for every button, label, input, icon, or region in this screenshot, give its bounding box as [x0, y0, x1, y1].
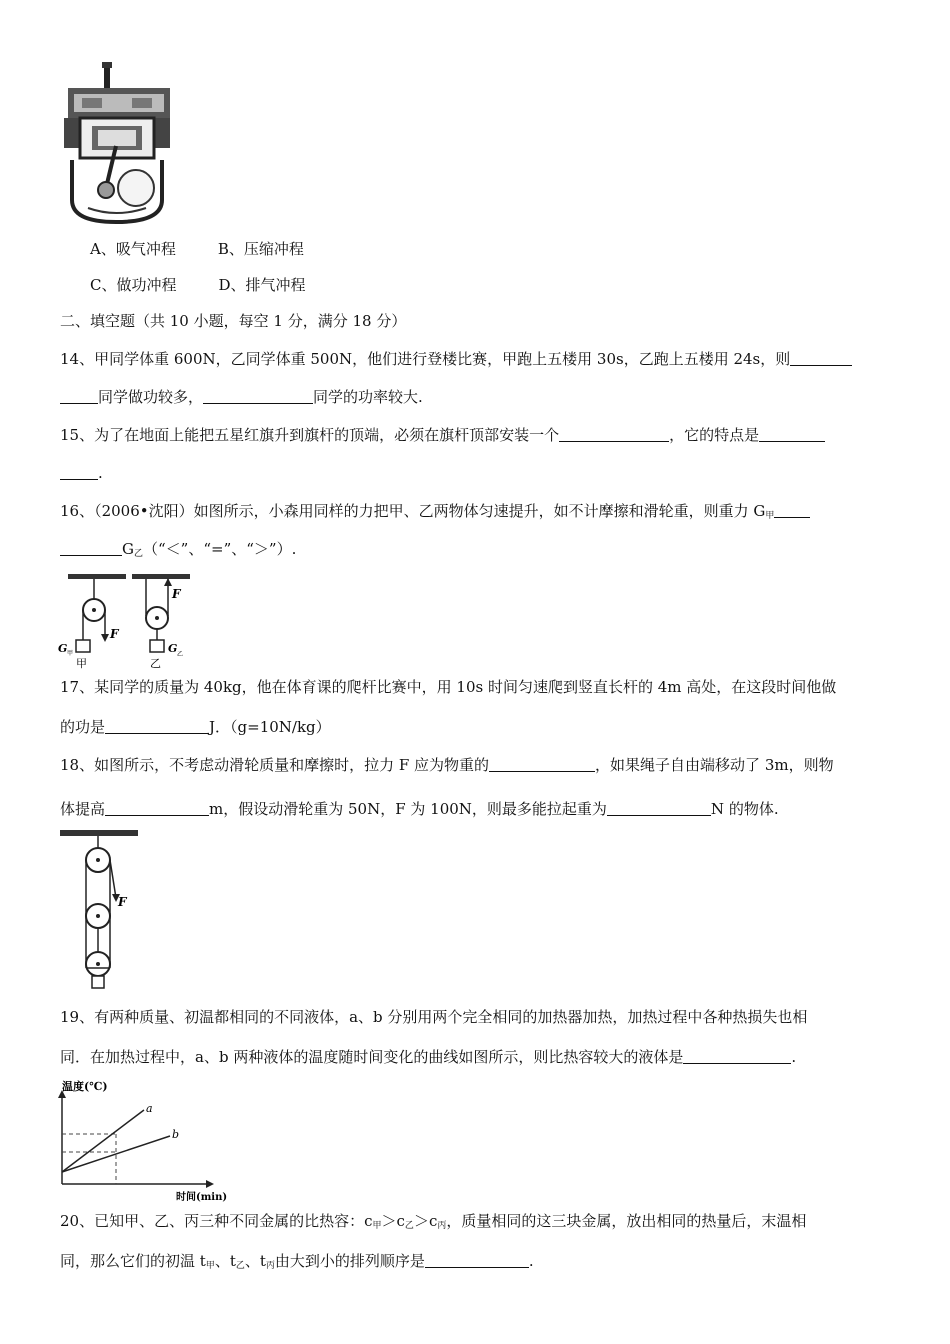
answer-blank[interactable] [489, 755, 595, 772]
q13-options-row1 [90, 238, 304, 260]
option-b: B、压缩冲程 [217, 240, 304, 258]
q19-temperature-time-chart [52, 1080, 234, 1202]
subscript: 甲 [372, 1221, 382, 1231]
answer-blank[interactable] [60, 539, 122, 556]
q15-text3: . [98, 464, 103, 482]
q16-G-sub-2: 乙 [177, 651, 184, 658]
q20-text5: 同，那么它们的初温 t [60, 1252, 206, 1270]
subscript: 甲 [765, 511, 775, 521]
answer-blank[interactable] [790, 349, 852, 366]
answer-blank[interactable] [105, 717, 209, 734]
x-axis-label: 时间(min) [176, 1192, 228, 1202]
q16-F-label-2: F [172, 587, 181, 601]
q20-text9: . [528, 1252, 534, 1270]
q20-text2: ＞c [381, 1212, 405, 1230]
q18-text2: ，如果绳子自由端移动了 3m，则物 [595, 756, 834, 774]
q16-G-label-2: G [168, 642, 178, 655]
q14-line2 [60, 386, 423, 408]
q20-text7: 、t [244, 1252, 266, 1270]
q18-text1: 18、如图所示，不考虑动滑轮质量和摩擦时，拉力 F 应为物重的 [60, 756, 490, 774]
line-a [62, 1110, 144, 1172]
q16-jia-label: 甲 [76, 657, 87, 670]
q16-text1: 16、（2006•沈阳）如图所示，小森用同样的力把甲、乙两物体匀速提升，如不计摩擦和滑轮重，则重力 G [60, 502, 766, 520]
option-c: C、做功冲程 [90, 276, 177, 294]
q16-line2 [60, 538, 296, 565]
series-b-label: b [172, 1128, 180, 1141]
q20-text8: 由大到小的排列顺序是 [274, 1252, 425, 1270]
q17-text2: J．（g=10N/kg） [209, 718, 331, 736]
q20-text4: ，质量相同的这三块金属，放出相同的热量后，末温相 [446, 1212, 807, 1230]
engine-cylinder-figure [58, 60, 176, 225]
q20-text3: ＞c [413, 1212, 438, 1230]
q20-line2 [60, 1250, 534, 1277]
q15-line1 [60, 424, 825, 446]
subscript: 丙 [437, 1221, 447, 1231]
q13-options-row2 [90, 274, 306, 296]
q14-text2: 同学做功较多， [98, 388, 204, 406]
answer-blank[interactable] [759, 425, 825, 442]
q18-text5: N 的物体. [710, 800, 779, 818]
q19-line1: 19、有两种质量、初温都相同的不同液体，a、b 分别用两个完全相同的加热器加热，加热过程中各种热损失也相 [60, 1008, 808, 1026]
q19-text1: 同．在加热过程中，a、b 两种液体的温度随时间变化的曲线如图所示，则比热容较大的液体是 [60, 1048, 684, 1066]
q18-line1 [60, 754, 834, 776]
q15-text1: 15、为了在地面上能把五星红旗升到旗杆的顶端，必须在旗杆顶部安装一个 [60, 426, 560, 444]
subscript: 乙 [133, 549, 143, 559]
answer-blank[interactable] [774, 501, 810, 518]
option-d: D、排气冲程 [218, 276, 306, 294]
q17-line1: 17、某同学的质量为 40kg，他在体育课的爬杆比赛中，用 10s 时间匀速爬到竖直长杆的 4m 高处，在这段时间他做 [60, 678, 837, 696]
q20-text6: 、t [214, 1252, 236, 1270]
subscript: 乙 [235, 1261, 245, 1271]
q17-line2 [60, 716, 331, 738]
q14-text3: 同学的功率较大. [313, 388, 423, 406]
q19-line2 [60, 1046, 796, 1068]
q18-pulley-block-figure [58, 828, 140, 990]
q16-text2: （“＜”、“=”、“＞”）. [143, 540, 297, 558]
q18-line2 [60, 798, 779, 820]
answer-blank[interactable] [60, 463, 98, 480]
q18-F-label: F [118, 895, 127, 909]
y-axis-label: 温度(℃) [62, 1080, 108, 1093]
q19-text2: . [791, 1048, 797, 1066]
q14-text1: 14、甲同学体重 600N，乙同学体重 500N，他们进行登楼比赛，甲跑上五楼用 30s，乙跑上五楼用 24s，则 [60, 350, 791, 368]
q14-line1 [60, 348, 852, 370]
q18-text4: m，假设动滑轮重为 50N，F 为 100N，则最多能拉起重为 [209, 800, 607, 818]
q16-line1 [60, 500, 810, 527]
answer-blank[interactable] [60, 387, 98, 404]
q20-line1 [60, 1210, 806, 1237]
answer-blank[interactable] [105, 799, 209, 816]
answer-blank[interactable] [203, 387, 313, 404]
answer-blank[interactable] [559, 425, 669, 442]
answer-blank[interactable] [683, 1047, 791, 1064]
subscript: 甲 [205, 1261, 215, 1271]
q16-G-sub-1: 甲 [67, 650, 74, 657]
subscript: 丙 [265, 1261, 275, 1271]
q16-g: G [122, 540, 134, 558]
q16-F-label-1: F [110, 627, 119, 641]
q16-pulley-figure [54, 572, 194, 672]
subscript: 乙 [404, 1221, 414, 1231]
q15-line2 [60, 462, 103, 484]
answer-blank[interactable] [425, 1251, 529, 1268]
q18-text3: 体提高 [60, 800, 106, 818]
answer-blank[interactable] [607, 799, 711, 816]
q17-text1: 的功是 [60, 718, 106, 736]
series-a-label: a [146, 1102, 153, 1115]
q16-G-label-1: G [58, 642, 68, 655]
q20-text1: 20、已知甲、乙、丙三种不同金属的比热容：c [60, 1212, 373, 1230]
option-a: A、吸气冲程 [90, 240, 176, 258]
q15-text2: ，它的特点是 [669, 426, 760, 444]
q16-yi-label: 乙 [150, 657, 161, 670]
section-title: 二、填空题（共 10 小题，每空 1 分，满分 18 分） [60, 312, 407, 330]
